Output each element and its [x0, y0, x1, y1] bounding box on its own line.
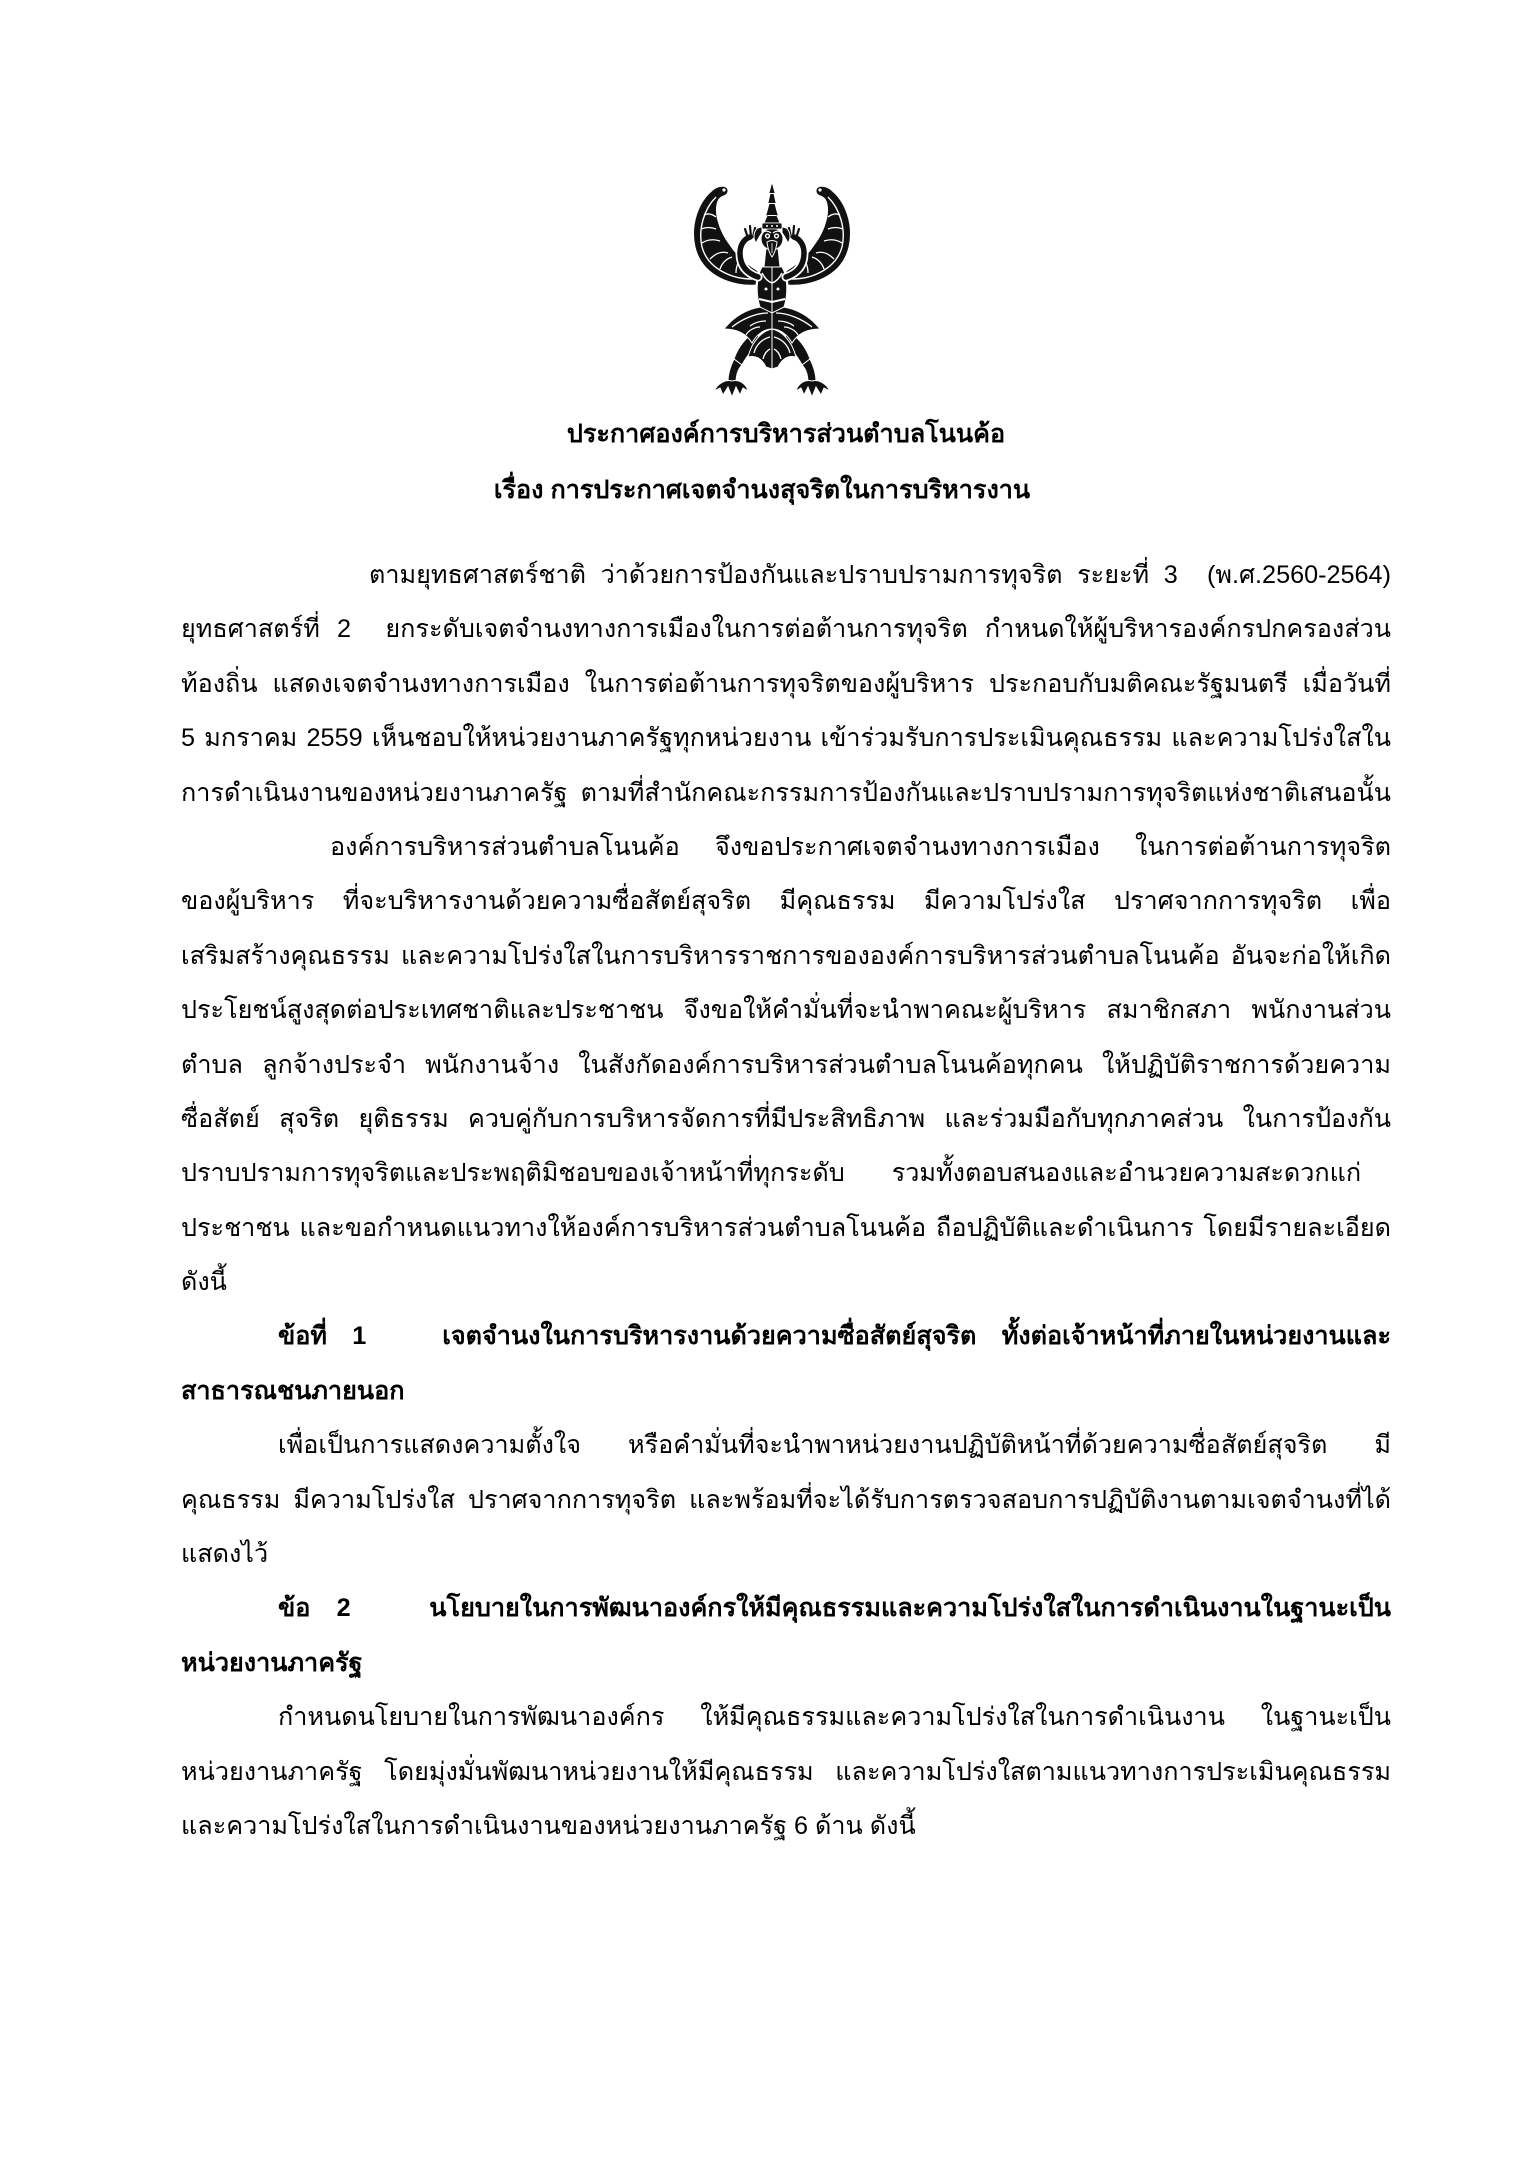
preamble-2-line-4: ประโยชน์สูงสุดต่อประเทศชาติและประชาชน จึงขอให้คำมั่นที่จะนำพาคณะผู้บริหาร สมาชิกสภา พนักงานส่วน [181, 996, 1391, 1025]
emblem-left-half [694, 186, 772, 397]
announcement-heading [181, 406, 1391, 518]
announcement-subject: เรื่อง การประกาศเจตจำนงสุจริตในการบริหารงาน [493, 476, 1031, 504]
clause-2-heading-line-2: หน่วยงานภาครัฐ [181, 1648, 363, 1677]
emblem-right-half [772, 186, 850, 397]
clause-1-heading-line-1: ข้อที่ 1 เจตจำนงในการบริหารงานด้วยความซื่อสัตย์สุจริต ทั้งต่อเจ้าหน้าที่ภายในหน่วยงานและ [278, 1322, 1391, 1351]
clause-1-body-line-1: เพื่อเป็นการแสดงความตั้งใจ หรือคำมั่นที่จะนำพาหน่วยงานปฏิบัติหน้าที่ด้วยความซื่อสัตย์สุจริต มี [278, 1431, 1391, 1460]
clause-1-body-line-2: คุณธรรม มีความโปร่งใส ปราศจากการทุจริต และพร้อมที่จะได้รับการตรวจสอบการปฏิบัติงานตามเจตจำนงที่ได้ [181, 1485, 1391, 1514]
preamble-1-line-5: การดำเนินงานของหน่วยงานภาครัฐ ตามที่สำนักคณะกรรมการป้องกันและปราบปรามการทุจริตแห่งชาติเสนอนั้น [181, 778, 1391, 807]
preamble-paragraph-2 [181, 820, 1391, 1310]
clause-1-body-line-3: แสดงไว้ [181, 1540, 269, 1569]
clause-2 [181, 1581, 1391, 1853]
preamble-2-line-7: ปราบปรามการทุจริตและประพฤติมิชอบของเจ้าหน้าที่ทุกระดับ รวมทั้งตอบสนองและอำนวยความสะดวกแก่ [181, 1159, 1362, 1188]
clause-2-heading-line-1: ข้อ 2 นโยบายในการพัฒนาองค์กรให้มีคุณธรรมและความโปร่งใสในการดำเนินงานในฐานะเป็น [278, 1594, 1391, 1623]
preamble-2-line-6: ซื่อสัตย์ สุจริต ยุติธรรม ควบคู่กับการบริหารจัดการที่มีประสิทธิภาพ และร่วมมือกับทุกภาคส่วน ในการป้องกัน [181, 1104, 1391, 1133]
preamble-2-line-1: องค์การบริหารส่วนตำบลโนนค้อ จึงขอประกาศเจตจำนงทางการเมือง ในการต่อต้านการทุจริต [330, 832, 1391, 861]
garuda-emblem [690, 181, 854, 399]
document-body [181, 548, 1391, 1853]
preamble-1-line-2: ยุทธศาสตร์ที่ 2 ยกระดับเจตจำนงทางการเมืองในการต่อต้านการทุจริต กำหนดให้ผู้บริหารองค์กรปกครองส่วน [181, 615, 1391, 644]
emblem-head [754, 182, 790, 267]
preamble-1-line-1: ตามยุทธศาสตร์ชาติ ว่าด้วยการป้องกันและปราบปรามการทุจริต ระยะที่ 3 (พ.ศ.2560-2564) [369, 561, 1391, 589]
preamble-2-line-2: ของผู้บริหาร ที่จะบริหารงานด้วยความซื่อสัตย์สุจริต มีคุณธรรม มีความโปร่งใส ปราศจากการทุจริต เพื่อ [181, 887, 1391, 916]
clause-1-heading-line-2: สาธารณชนภายนอก [181, 1376, 405, 1405]
clause-2-body-line-2: หน่วยงานภาครัฐ โดยมุ่งมั่นพัฒนาหน่วยงานให้มีคุณธรรม และความโปร่งใสตามแนวทางการประเมินคุณธรรม [181, 1757, 1391, 1786]
preamble-1-line-3: ท้องถิ่น แสดงเจตจำนงทางการเมือง ในการต่อต้านการทุจริตของผู้บริหาร ประกอบกับมติคณะรัฐมนตรี เมื่อวันที่ [181, 669, 1391, 698]
preamble-1-line-4: 5 มกราคม 2559 เห็นชอบให้หน่วยงานภาครัฐทุกหน่วยงาน เข้าร่วมรับการประเมินคุณธรรม และความโปร่งใสใน [181, 724, 1391, 753]
announcement-title: ประกาศองค์การบริหารส่วนตำบลโนนค้อ [566, 420, 1006, 448]
clause-2-body-line-1: กำหนดนโยบายในการพัฒนาองค์กร ให้มีคุณธรรมและความโปร่งใสในการดำเนินงาน ในฐานะเป็น [278, 1703, 1391, 1732]
preamble-2-line-9: ดังนี้ [181, 1268, 227, 1297]
preamble-2-line-3: เสริมสร้างคุณธรรม และความโปร่งใสในการบริหารราชการขององค์การบริหารส่วนตำบลโนนค้อ อันจะก่อให้เกิด [181, 941, 1391, 970]
preamble-2-line-8: ประชาชน และขอกำหนดแนวทางให้องค์การบริหารส่วนตำบลโนนค้อ ถือปฏิบัติและดำเนินการ โดยมีรายละเอียด [181, 1213, 1391, 1242]
clause-1 [181, 1309, 1391, 1581]
preamble-2-line-5: ตำบล ลูกจ้างประจำ พนักงานจ้าง ในสังกัดองค์การบริหารส่วนตำบลโนนค้อทุกคน ให้ปฏิบัติราชการด้วยความ [181, 1050, 1391, 1079]
preamble-paragraph-1 [181, 548, 1391, 820]
clause-2-body-line-3: และความโปร่งใสในการดำเนินงานของหน่วยงานภาครัฐ 6 ด้าน ดังนี้ [181, 1811, 916, 1840]
